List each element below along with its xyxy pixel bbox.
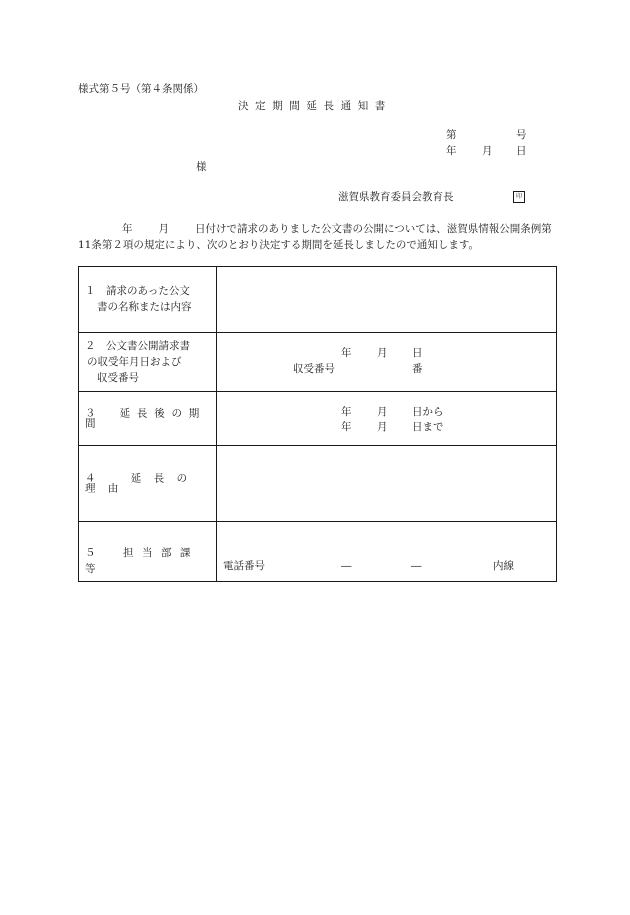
phone-dash-2: ― [411, 560, 422, 572]
doc-date-year: 年 [446, 145, 457, 157]
form-number: 様式第５号（第４条関係） [78, 83, 204, 95]
table-row [79, 446, 557, 522]
document-title: 決定期間延長通知書 [238, 100, 392, 112]
table-row [79, 392, 557, 446]
table-row [79, 522, 557, 582]
seal-mark: 印 [513, 191, 525, 203]
phone-dash-1: ― [341, 560, 352, 572]
row2-label-line1: ２ 公文書公開請求書 [85, 340, 190, 352]
row1-value-cell[interactable] [217, 267, 557, 333]
receipt-number-suffix: 番 [412, 363, 423, 375]
row4-value-cell[interactable] [217, 446, 557, 522]
doc-number-prefix: 第 [446, 129, 457, 141]
body-month: 月 [158, 223, 169, 235]
notice-body [78, 221, 561, 253]
row2-label-cell [79, 333, 217, 392]
row3-label-cell [79, 392, 217, 446]
body-text: 日付けで請求のありました公文書の公開については、滋賀県情報公開条例第11条第２項の規定により、次のとおり決定する期間を延長しましたので通知します。 [78, 223, 552, 251]
table-row [79, 333, 557, 392]
row3-value-cell[interactable] [217, 392, 557, 446]
period-from-year: 年 [341, 406, 352, 418]
row2-label-line2: の収受年月日および [87, 356, 182, 368]
row4-label-cell [79, 446, 217, 522]
row5-label-cell [79, 522, 217, 582]
row5-label: ５ 担当部課等 [85, 547, 199, 575]
phone-label: 電話番号 [223, 560, 265, 572]
extension-form-table [78, 266, 557, 582]
period-from-day: 日から [412, 406, 444, 418]
table-row [79, 267, 557, 333]
receipt-number-label: 収受番号 [293, 363, 335, 375]
row5-value-cell[interactable] [217, 522, 557, 582]
period-to-year: 年 [341, 421, 352, 433]
row2-day: 日 [412, 347, 423, 359]
doc-date-day: 日 [516, 145, 527, 157]
recipient-honorific: 様 [196, 161, 207, 173]
sender-name: 滋賀県教育委員会教育長 [338, 191, 454, 203]
row2-month: 月 [377, 347, 388, 359]
row1-label-cell [79, 267, 217, 333]
row4-label: ４ 延長の理由 [85, 472, 200, 495]
period-to-day: 日まで [412, 421, 444, 433]
body-year: 年 [122, 223, 133, 235]
row1-label-line1: １ 請求のあった公文 [85, 285, 190, 297]
doc-date-month: 月 [482, 145, 493, 157]
row1-label-line2: 書の名称または内容 [97, 301, 192, 313]
row2-value-cell[interactable] [217, 333, 557, 392]
period-from-month: 月 [377, 406, 388, 418]
period-to-month: 月 [377, 421, 388, 433]
extension-label: 内線 [493, 560, 514, 572]
row3-label: ３ 延長後の期間 [85, 407, 207, 430]
row2-year: 年 [341, 347, 352, 359]
row2-label-line3: 収受番号 [97, 372, 139, 384]
doc-number-suffix: 号 [516, 129, 527, 141]
